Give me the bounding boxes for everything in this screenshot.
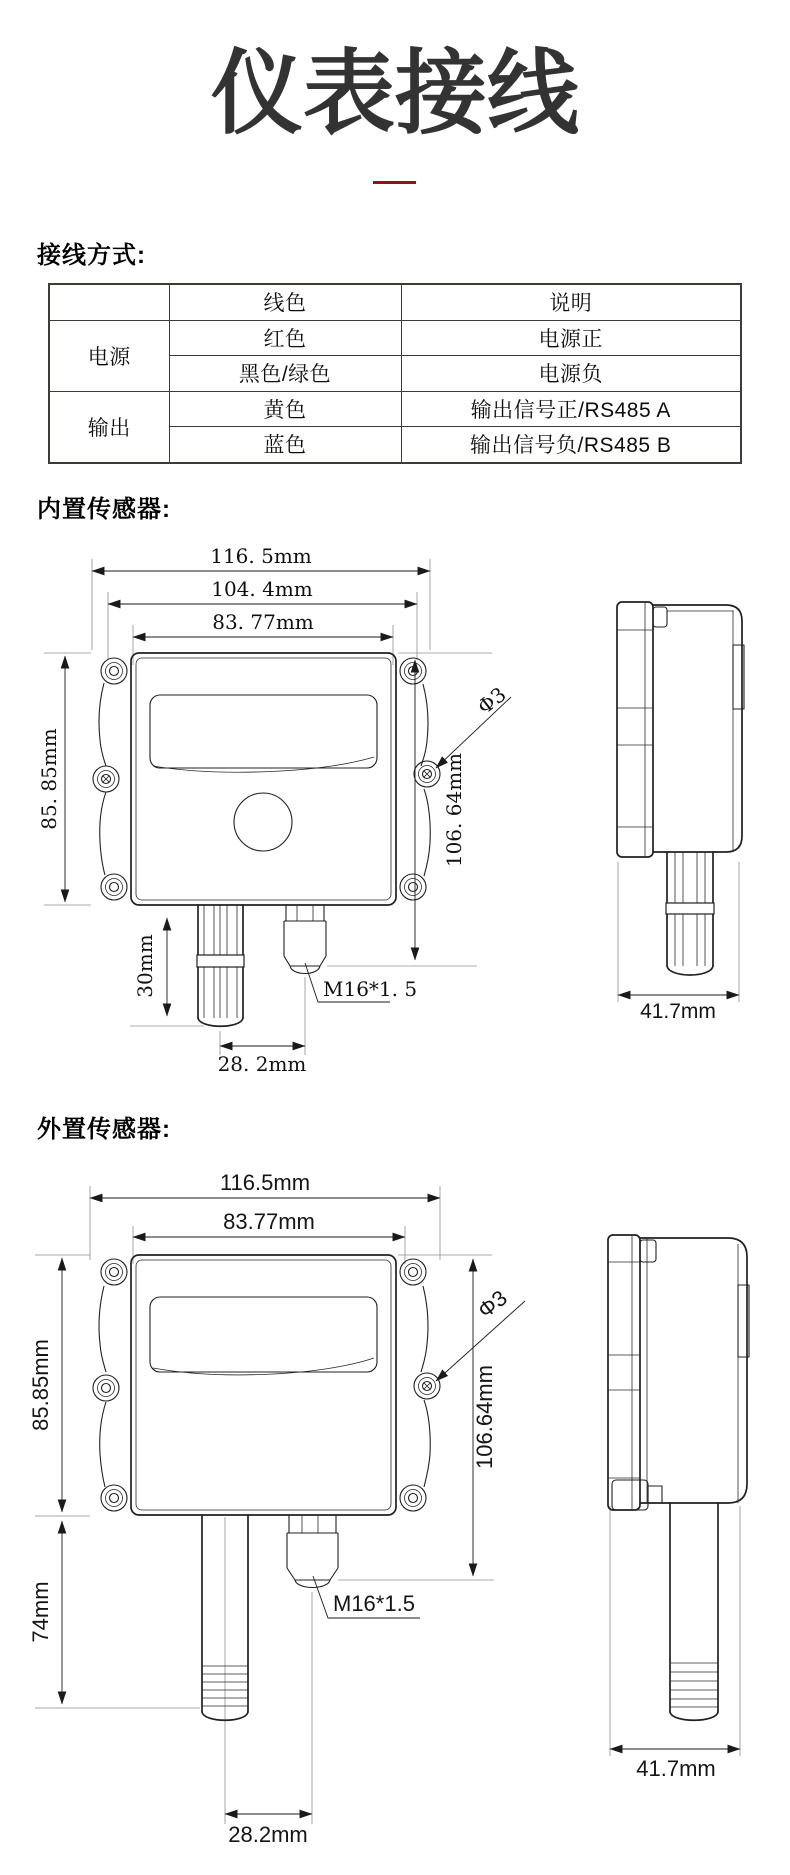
dim-height-body: 85. 85mm [37, 728, 61, 830]
table-header-row [49, 284, 741, 320]
external-sensor-drawing [0, 1140, 790, 1875]
dim-hole-diameter: Φ3 [472, 682, 511, 719]
builtin-sensor-label: 内置传感器: [37, 496, 171, 523]
side-gland [612, 1480, 648, 1510]
builtin-side-probe [666, 852, 714, 975]
dim-gland-thread: M16*1.5 [333, 1591, 415, 1616]
extension-lines [35, 1186, 740, 1824]
wiring-table [48, 283, 742, 464]
dim-side-width: 41.7mm [636, 1756, 716, 1781]
wiring-method-label: 接线方式: [37, 242, 146, 269]
display-window [150, 1297, 377, 1372]
wire-color-cell: 蓝色 [169, 427, 401, 463]
external-front-view [93, 1255, 440, 1720]
page-title: 仪表接线 [210, 43, 579, 145]
wire-desc-cell: 输出信号正/RS485 A [401, 391, 741, 427]
wire-desc-cell: 电源正 [401, 320, 741, 356]
dim-height-total: 106.64mm [472, 1365, 497, 1469]
wire-color-cell: 黑色/绿色 [169, 356, 401, 392]
dim-height-body: 85.85mm [28, 1339, 53, 1431]
title-underline [373, 181, 416, 184]
wire-desc-cell: 电源负 [401, 356, 741, 392]
dim-width-holes: 104. 4mm [211, 577, 313, 601]
header-desc-cell: 说明 [401, 284, 741, 320]
dim-gland-thread: M16*1. 5 [323, 977, 418, 1001]
dim-width-inner: 83.77mm [223, 1209, 315, 1234]
display-window [150, 695, 377, 768]
sensor-circle [234, 793, 292, 851]
dim-probe-length: 30mm [133, 934, 157, 998]
header-color-cell: 线色 [169, 284, 401, 320]
dim-probe-offset: 28. 2mm [217, 1052, 307, 1076]
dim-probe-drop: 74mm [28, 1581, 53, 1643]
dim-side-width: 41.7mm [640, 1000, 716, 1023]
wire-color-cell: 黄色 [169, 391, 401, 427]
dim-width-inner: 83. 77mm [212, 610, 314, 634]
dim-width-total: 116.5mm [219, 1170, 311, 1195]
dim-hole-diameter: Φ3 [472, 1285, 512, 1324]
table-row [49, 391, 741, 427]
dimension-lines [62, 1198, 740, 1814]
group-output-cell: 输出 [49, 391, 169, 463]
external-side-probe [670, 1503, 718, 1720]
dim-probe-offset: 28.2mm [228, 1822, 308, 1847]
builtin-sensor-drawing [0, 540, 790, 1100]
dimension-lines [65, 571, 739, 1046]
wire-desc-cell: 输出信号负/RS485 B [401, 427, 741, 463]
cable-gland [287, 1515, 338, 1588]
wire-color-cell: 红色 [169, 320, 401, 356]
builtin-probe [197, 905, 244, 1026]
external-sensor-label: 外置传感器: [37, 1116, 171, 1143]
header-group-cell [49, 284, 169, 320]
builtin-side-view [617, 602, 744, 975]
table-row [49, 320, 741, 356]
dim-width-total: 116. 5mm [210, 544, 312, 568]
external-side-view [608, 1235, 749, 1720]
mounting-ears [93, 658, 440, 900]
group-power-cell: 电源 [49, 320, 169, 391]
dim-height-total: 106. 64mm [442, 752, 466, 868]
